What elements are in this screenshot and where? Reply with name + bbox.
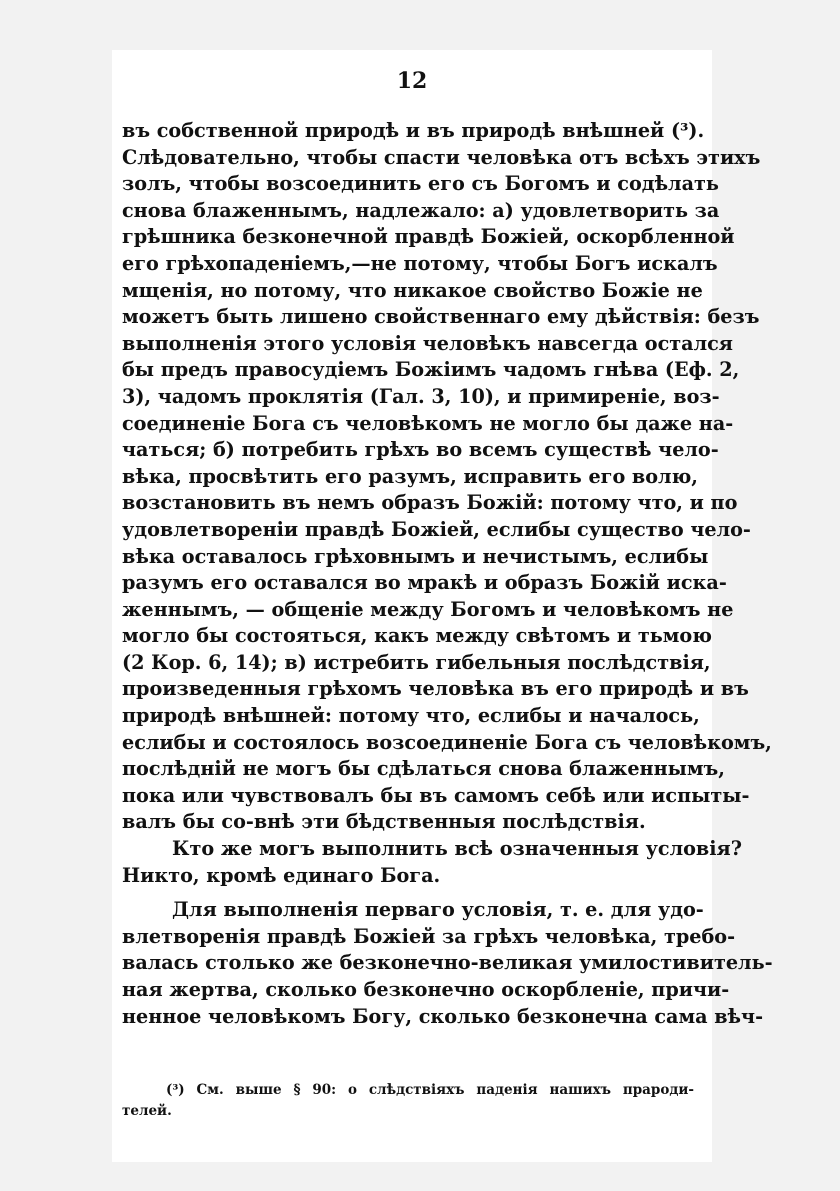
text-line: природѣ внѣшней: потому что, еслибы и началось, — [122, 704, 700, 728]
text-line: женнымъ, — общеніе между Богомъ и человѣкомъ не — [122, 597, 734, 621]
text-line: разумъ его оставался во мракѣ и образъ Божій иска- — [122, 571, 727, 595]
main-text — [122, 118, 773, 1030]
text-line: соединеніе Бога съ человѣкомъ не могло бы даже на- — [122, 411, 734, 435]
text-line: пока или чувствовалъ бы въ самомъ себѣ или испыты- — [122, 783, 750, 807]
text-line: Никто, кромѣ единаго Бога. — [122, 863, 441, 887]
paragraph-2 — [122, 836, 742, 889]
text-line: вѣка оставалось грѣховнымъ и нечистымъ, еслибы — [122, 544, 709, 568]
footnote-line: телей. — [122, 1103, 172, 1119]
text-line: (2 Кор. 6, 14); в) истребить гибельныя послѣдствія, — [122, 650, 711, 674]
text-line: бы предъ правосудіемъ Божіимъ чадомъ гнѣва (Еф. 2, — [122, 358, 740, 382]
text-line: Кто же могъ выполнить всѣ означенныя условія? — [172, 837, 742, 861]
text-line: ненное человѣкомъ Богу, сколько безконечна сама вѣч- — [122, 1004, 764, 1028]
text-line: вѣка, просвѣтить его разумъ, исправить его волю, — [122, 464, 698, 488]
footnote-line: (³) См. выше § 90: о слѣдствіяхъ паденія нашихъ прароди- — [166, 1082, 694, 1098]
text-line: Для выполненія перваго условія, т. е. для удо- — [172, 898, 704, 922]
text-line: можетъ быть лишено свойственнаго ему дѣйствія: безъ — [122, 305, 760, 329]
text-line: могло бы состояться, какъ между свѣтомъ и тьмою — [122, 624, 712, 648]
text-line: золъ, чтобы возсоединить его съ Богомъ и содѣлать — [122, 172, 719, 196]
text-line: 3), чадомъ проклятія (Гал. 3, 10), и примиреніе, воз- — [122, 384, 720, 408]
text-line: снова блаженнымъ, надлежало: а) удовлетворить за — [122, 198, 720, 222]
footnote — [122, 1080, 694, 1122]
text-line: влетворенія правдѣ Божіей за грѣхъ человѣка, требо- — [122, 924, 736, 948]
text-line: грѣшника безконечной правдѣ Божіей, оскорбленной — [122, 225, 735, 249]
text-line: мщенія, но потому, что никакое свойство Божіе не — [122, 278, 703, 302]
paragraph-3 — [122, 897, 773, 1030]
text-line: Слѣдовательно, чтобы спасти человѣка отъ всѣхъ этихъ — [122, 145, 761, 169]
text-line: его грѣхопаденіемъ,—не потому, чтобы Богъ искалъ — [122, 251, 718, 275]
text-line: ная жертва, сколько безконечно оскорбленіе, причи- — [122, 978, 730, 1001]
text-line: выполненія этого условія человѣкъ навсегда остался — [122, 331, 733, 355]
text-line: удовлетвореніи правдѣ Божіей, еслибы существо чело- — [122, 517, 751, 541]
text-line: валась столько же безконечно-великая умилостивитель- — [122, 951, 773, 975]
paragraph-1 — [122, 118, 772, 836]
text-line: произведенныя грѣхомъ человѣка въ его природѣ и въ — [122, 677, 749, 701]
text-line: послѣдній не могъ бы сдѣлаться снова блаженнымъ, — [122, 757, 725, 781]
text-line: еслибы и состоялось возсоединеніе Бога съ человѣкомъ, — [122, 730, 772, 754]
text-line: въ собственной природѣ и въ природѣ внѣшней (³). — [122, 119, 705, 142]
text-line: валъ бы со-внѣ эти бѣдственныя послѣдствія. — [122, 810, 646, 834]
page-number: 12 — [396, 68, 428, 94]
text-line: чаться; б) потребить грѣхъ во всемъ существѣ чело- — [122, 438, 719, 462]
text-line: возстановить въ немъ образъ Божій: потому что, и по — [122, 491, 738, 515]
